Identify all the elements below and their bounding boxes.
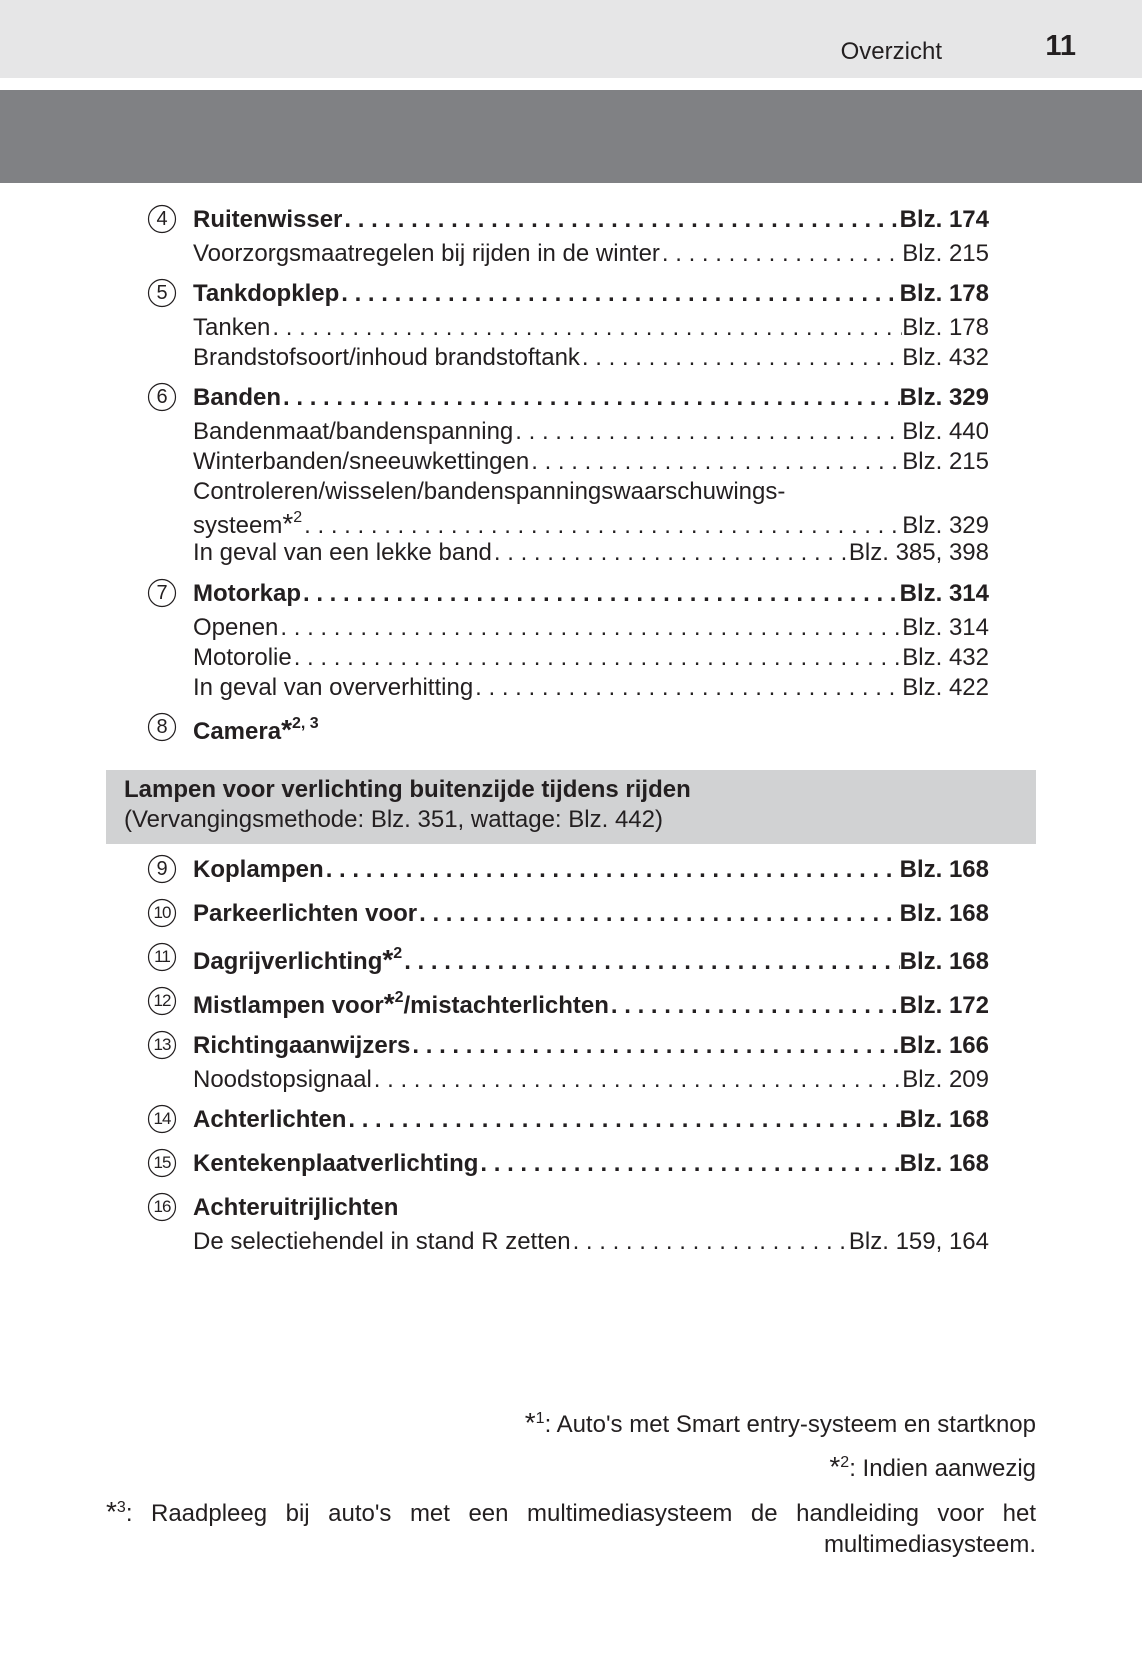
page-reference: Blz. 432 [902,644,989,671]
entry-label [193,508,302,540]
index-subentry [193,240,989,270]
entry-label [193,1106,346,1134]
index-subentry [193,478,989,508]
header-band [0,90,1142,183]
entry-text: Openen [193,614,279,641]
entry-label [193,900,417,928]
item-number: 14 [153,1109,171,1128]
footnote: *$^1$: Auto's met Smart entry-systeem en startknop [524,1407,1036,1438]
index-entry [193,856,989,886]
entry-label [193,614,278,642]
footnotes [106,1400,1036,1560]
index-entry [193,384,989,414]
page-reference: Blz. 422 [902,674,989,701]
page-reference: Blz. 174 [899,206,989,233]
footnote-ref: 2 [394,989,404,1006]
index-entry [193,1032,989,1062]
entry-text: Koplampen [193,856,324,883]
page-reference: Blz. 329 [902,512,989,539]
item-number-badge [147,1030,177,1060]
entry-label [193,384,281,412]
page-number: 11 [1045,30,1076,62]
dot-leader [342,206,899,234]
index-subentry [193,644,989,674]
entry-text: Motorkap [193,580,301,607]
entry-text: Controleren/wisselen/bandenspanningswaarschuwings- [193,478,786,505]
item-number-badge [147,1104,177,1134]
footnote-asterisk: * [281,714,292,745]
section-title: Overzicht [840,38,942,65]
item-number-badge [147,854,177,884]
page-reference: Blz. 178 [902,314,989,341]
index-subentry [193,614,989,644]
item-number-badge [147,1148,177,1178]
index-subentry [193,674,989,704]
entry-text: Tankdopklep [193,280,340,307]
entry-label [193,240,660,268]
index-subentry [193,539,989,569]
page-reference: Blz. 440 [902,418,989,445]
footnote-asterisk: * [383,988,395,1019]
entry-label [193,448,529,476]
entry-text: Achteruitrijlichten [193,1194,399,1221]
dot-leader [324,856,900,884]
page-reference: Blz. 172 [899,992,989,1019]
dot-leader [292,644,903,672]
dot-leader [372,1066,902,1094]
dot-leader [417,900,900,928]
item-number: 6 [156,386,168,408]
item-number: 16 [153,1197,171,1216]
index-subentry [193,448,989,478]
dot-leader [478,1150,899,1178]
footnote-asterisk: * [382,944,394,975]
entry-text: Motorolie [193,644,292,671]
item-number: 15 [153,1153,171,1172]
item-number-badge [147,382,177,412]
page-reference: Blz. 314 [899,580,989,607]
page-reference: Blz. 329 [899,384,989,411]
item-number: 5 [156,282,168,304]
item-number: 11 [154,947,170,966]
page-header [0,0,1142,78]
footnote: *$^3$: Raadpleeg bij auto's met een multimediasysteem de handleiding voor het multimediasysteem. [106,1496,1036,1558]
entry-text: systeem [193,512,283,539]
entry-label [193,280,339,308]
index-subentry [193,1228,989,1258]
footnote-ref: 2 [393,945,403,962]
entry-text: Tanken [193,314,271,341]
item-number-badge [147,1192,177,1222]
entry-label [193,1228,571,1256]
page-reference: Blz. 385, 398 [848,539,989,566]
dot-leader [339,280,899,308]
entry-text: In geval van een lekke band [193,539,492,566]
entry-label [193,314,270,342]
lamps-section-subtitle: (Vervangingsmethode: Blz. 351, wattage: Blz. 442) [124,806,663,833]
index-entry [193,714,989,744]
dot-leader [302,512,902,540]
entry-text: Brandstofsoort/inhoud brandstoftank [193,344,580,371]
entry-text: Dagrijverlichting [193,948,383,975]
dot-leader [346,1106,899,1134]
entry-text: Camera [193,718,282,745]
dot-leader [301,580,900,608]
entry-text: Achterlichten [193,1106,347,1133]
entry-text: Mistlampen voor [193,992,384,1019]
entry-label [193,1150,478,1178]
page-reference: Blz. 215 [902,448,989,475]
dot-leader [660,240,902,268]
page-reference: Blz. 166 [899,1032,989,1059]
entry-label [193,344,580,372]
entry-text: In geval van oververhitting [193,674,474,701]
page-reference: Blz. 168 [899,856,989,883]
item-number: 12 [153,991,171,1010]
entry-text: De selectiehendel in stand R zetten [193,1228,571,1255]
entry-label [193,580,301,608]
item-number-badge [147,942,177,972]
dot-leader [513,418,902,446]
item-number: 8 [156,716,168,738]
entry-text: Richtingaanwijzers [193,1032,411,1059]
page-reference: Blz. 215 [902,240,989,267]
entry-label [193,644,292,672]
entry-label [193,418,513,446]
entry-label [193,1066,372,1094]
footnote: *$^2$: Indien aanwezig [829,1451,1036,1482]
index-entry [193,280,989,310]
dot-leader [410,1032,899,1060]
index-entry [193,580,989,610]
index-entry [193,206,989,236]
index-entry [193,1150,989,1180]
dot-leader [473,674,902,702]
index-subentry [193,1066,989,1096]
dot-leader [270,314,902,342]
index-entry [193,900,989,930]
item-number-badge [147,578,177,608]
index-subentry [193,314,989,344]
entry-label [193,1194,398,1222]
entry-text: Bandenmaat/bandenspanning [193,418,514,445]
entry-text: Banden [193,384,282,411]
dot-leader [609,992,900,1020]
entry-label [193,1032,410,1060]
dot-leader [529,448,902,476]
index-subentry [193,344,989,374]
entry-label [193,856,324,884]
entry-label [193,539,492,567]
lamps-section-box [106,770,1036,844]
dot-leader [281,384,900,412]
entry-text: Noodstopsignaal [193,1066,372,1093]
dot-leader [402,948,899,976]
footnote-asterisk: * [282,508,294,539]
entry-label [193,674,473,702]
item-number: 4 [156,208,168,230]
index-entry [193,988,989,1018]
entry-text: Ruitenwisser [193,206,343,233]
entry-text: Voorzorgsmaatregelen bij rijden in de winter [193,240,660,267]
item-number-badge [147,898,177,928]
dot-leader [571,1228,849,1256]
header-divider [0,78,1142,90]
item-number-badge [147,712,177,742]
footnote-ref: 2 [293,509,303,526]
entry-text: /mistachterlichten [403,992,609,1019]
index-entry [193,944,989,974]
page-reference: Blz. 168 [899,900,989,927]
item-number: 13 [153,1035,171,1054]
entry-text: Winterbanden/sneeuwkettingen [193,448,530,475]
page-reference: Blz. 209 [902,1066,989,1093]
dot-leader [492,539,849,567]
entry-label [193,714,319,746]
item-number-badge [147,986,177,1016]
index-subentry [193,418,989,448]
page-reference: Blz. 168 [899,948,989,975]
item-number: 7 [156,582,168,604]
item-number-badge [147,204,177,234]
item-number: 9 [156,858,168,880]
index-subentry [193,508,989,538]
index-entry [193,1106,989,1136]
entry-text: Parkeerlichten voor [193,900,418,927]
entry-label [193,206,342,234]
item-number-badge [147,278,177,308]
dot-leader [580,344,902,372]
entry-label [193,478,785,506]
entry-label [193,944,402,976]
page-reference: Blz. 314 [902,614,989,641]
lamps-section-title: Lampen voor verlichting buitenzijde tijdens rijden [124,776,691,803]
page-reference: Blz. 159, 164 [848,1228,989,1255]
page-reference: Blz. 432 [902,344,989,371]
page-reference: Blz. 168 [899,1106,989,1133]
index-entry [193,1194,989,1224]
entry-label [193,988,609,1020]
page-reference: Blz. 178 [899,280,989,307]
entry-text: Kentekenplaatverlichting [193,1150,479,1177]
page-reference: Blz. 168 [899,1150,989,1177]
item-number: 10 [153,903,171,922]
dot-leader [278,614,902,642]
footnote-ref: 2, 3 [291,715,319,732]
